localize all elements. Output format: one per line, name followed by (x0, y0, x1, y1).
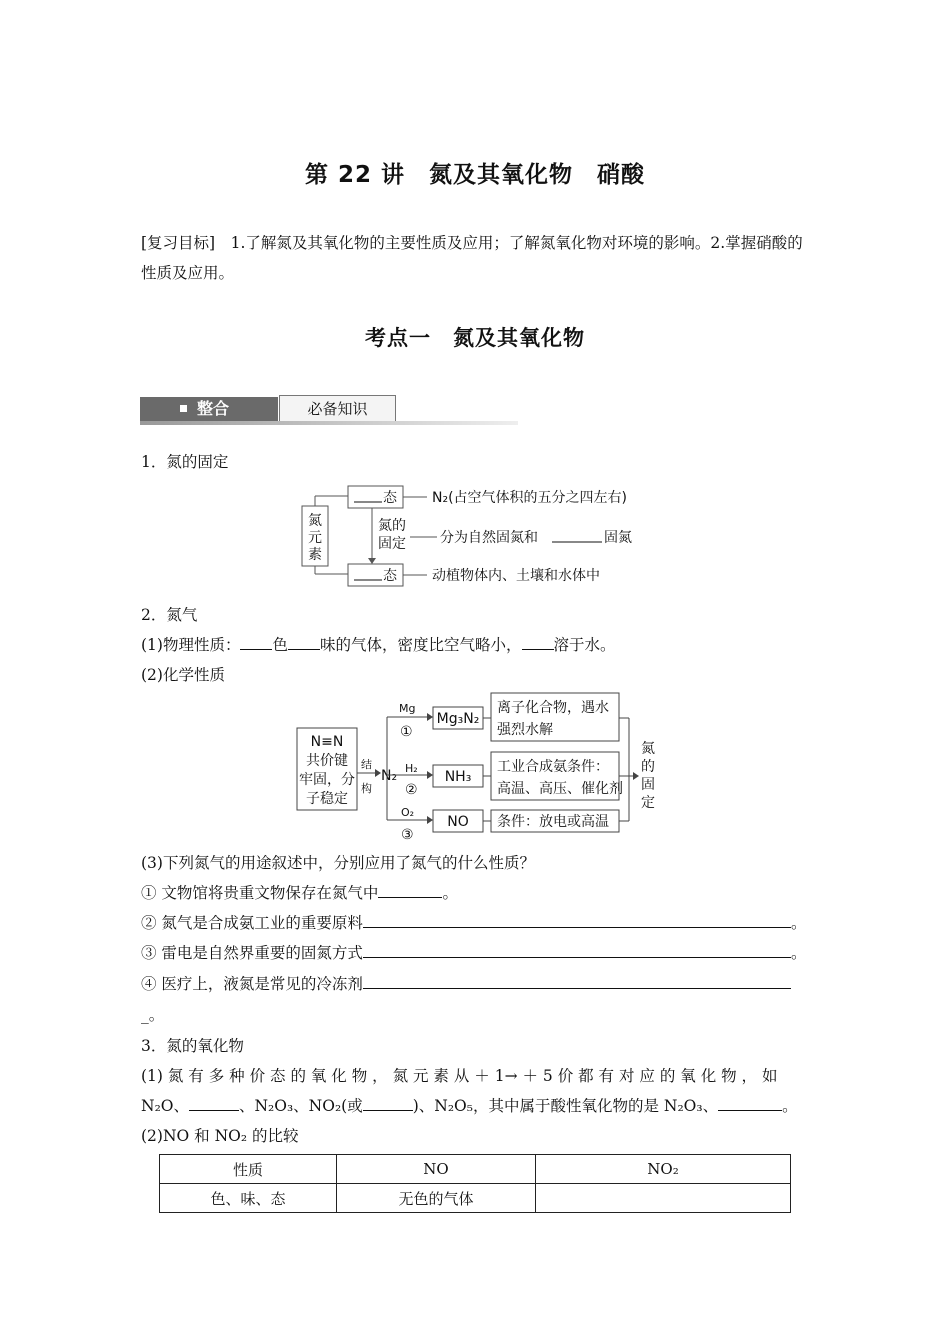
cell-property: 色、味、态 (160, 1184, 337, 1213)
square-bullet-icon (180, 405, 187, 412)
banner-left: 整合 (140, 397, 278, 421)
element-char-1: 氮 (308, 513, 322, 529)
question-3-3: ③ 雷电是自然界重要的固氮方式 。 (141, 944, 807, 962)
element-char-2: 元 (308, 530, 322, 546)
side-label-1: 氮 (641, 741, 655, 757)
svg-text:高温、高压、催化剂: 高温、高压、催化剂 (497, 781, 623, 797)
section-banner (140, 395, 518, 427)
goal-text: 1.了解氮及其氧化物的主要性质及应用；了解氮氧化物对环境的影响。2.掌握硝酸的性质及应用。 (141, 234, 803, 282)
n2-label: N₂ (381, 768, 398, 784)
question-3-4: ④ 医疗上，液氮是常见的冷冻剂 (141, 972, 791, 994)
side-label-2: 的 (641, 759, 655, 775)
fixation-label-2: 固定 (378, 536, 406, 552)
s1-heading: 1．氮的固定 (141, 453, 229, 471)
nitrogen-chemistry-diagram (295, 690, 670, 840)
cell-no: 无色的气体 (337, 1184, 536, 1213)
fixation-arrow-icon (633, 772, 639, 780)
reagent-h2: H₂ (405, 762, 418, 775)
structure-line-1: N≡N (310, 734, 344, 750)
no-no2-comparison-table (159, 1154, 791, 1213)
svg-text:NH₃: NH₃ (444, 769, 472, 785)
svg-text:离子化合物，遇水: 离子化合物，遇水 (497, 700, 609, 716)
question-3-1: ① 文物馆将贵重文物保存在氮气中 。 (141, 884, 458, 902)
structure-line-2: 共价键 (306, 753, 348, 769)
s2-heading: 2．氮气 (141, 606, 198, 624)
review-goals (141, 228, 813, 288)
s3-heading: 3．氮的氧化物 (141, 1037, 244, 1055)
reaction-3-num: ③ (401, 827, 414, 840)
fixation-label-1: 氮的 (378, 518, 406, 534)
reaction-1-num: ① (400, 724, 413, 740)
structure-line-4: 子稳定 (306, 791, 348, 807)
question-3-4-tail: _。 (141, 1006, 165, 1024)
svg-text:Mg₃N₂: Mg₃N₂ (436, 711, 480, 727)
chemical-properties-heading: (2)化学性质 (141, 666, 225, 684)
reaction-2-num: ② (405, 782, 418, 798)
fixation-arrow-icon (368, 558, 376, 564)
oxides-intro-a: (1) 氮 有 多 种 价 态 的 氧 化 物 ， 氮 元 素 从 ＋ 1→ ＋ 5 价 都 有 对 应 的 氧 化 物 ， 如 (141, 1067, 778, 1085)
structure-line-3: 牢固，分 (299, 772, 355, 788)
section-title: 考点一 氮及其氧化物 (365, 326, 585, 350)
table-header-row (160, 1155, 791, 1184)
free-state-label: 态 (383, 490, 397, 506)
page-title: 第 22 讲 氮及其氧化物 硝酸 (304, 162, 646, 188)
free-state-desc: N₂(占空气体积的五分之四左右) (432, 490, 628, 506)
cell-no2 (536, 1184, 791, 1213)
nitrogen-fixation-diagram (290, 478, 670, 596)
header-no2: NO₂ (536, 1155, 791, 1184)
svg-text:强烈水解: 强烈水解 (497, 722, 553, 738)
header-property: 性质 (160, 1155, 337, 1184)
structure-label-1: 结 (361, 758, 372, 771)
comparison-heading: (2)NO 和 NO₂ 的比较 (141, 1127, 299, 1145)
reaction-1-arrow-icon (427, 713, 433, 721)
fixation-desc-a: 分为自然固氮和 (440, 530, 538, 546)
svg-text:工业合成氨条件：: 工业合成氨条件： (497, 759, 609, 775)
question-3: (3)下列氮气的用途叙述中，分别应用了氮气的什么性质？ (141, 854, 535, 872)
combined-state-desc: 动植物体内、土壤和水体中 (432, 568, 600, 584)
structure-label-2: 构 (361, 782, 372, 795)
header-no: NO (337, 1155, 536, 1184)
svg-text:条件：放电或高温: 条件：放电或高温 (497, 814, 609, 830)
physical-properties: (1)物理性质： 色 味的气体，密度比空气略小， 溶于水。 (141, 636, 616, 654)
fixation-desc-b: 固氮 (604, 530, 632, 546)
banner-right: 必备知识 (279, 395, 396, 423)
side-label-3: 固 (641, 777, 655, 793)
oxides-intro-b: N₂O、 、N₂O₃、NO₂(或 )、N₂O₅，其中属于酸性氧化物的是 N₂O₃、 。 (141, 1097, 798, 1115)
reagent-o2: O₂ (401, 806, 415, 819)
reaction-3-arrow-icon (427, 816, 433, 824)
question-3-2: ② 氮气是合成氨工业的重要原料 。 (141, 914, 807, 932)
side-label-4: 定 (641, 795, 655, 811)
element-char-3: 素 (308, 547, 322, 563)
combined-state-label: 态 (383, 568, 397, 584)
table-row (160, 1184, 791, 1213)
reagent-mg: Mg (399, 702, 416, 715)
svg-text:NO: NO (447, 814, 469, 830)
reaction-2-arrow-icon (427, 771, 433, 779)
banner-underline (140, 421, 518, 425)
goal-label: [复习目标] (141, 234, 216, 252)
